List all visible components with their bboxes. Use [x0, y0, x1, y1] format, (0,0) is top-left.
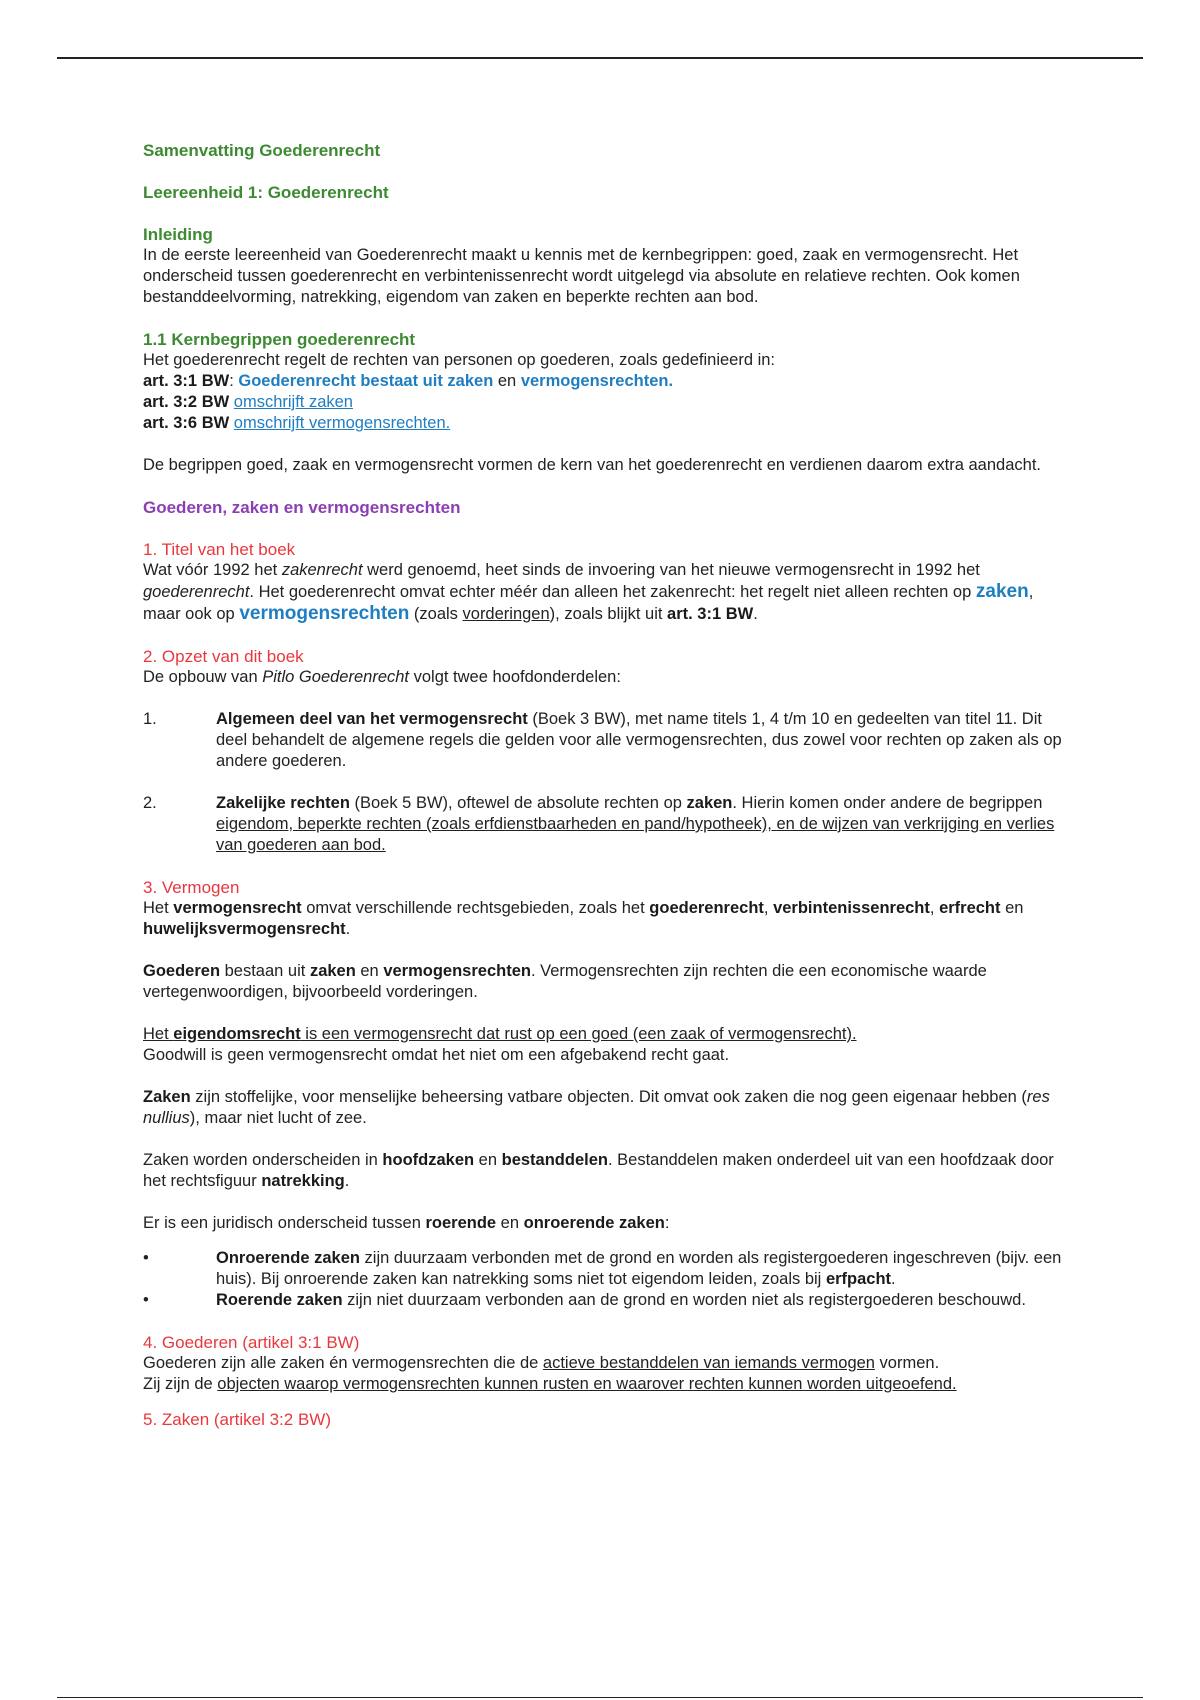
vermogen-p3: Het eigendomsrecht is een vermogensrecht dat rust op een goed (een zaak of vermogensrecht).	[143, 1025, 857, 1043]
titel-text: Wat vóór 1992 het zakenrecht werd genoemd, heet sinds de invoering van het nieuwe vermogensrecht in 1992 het goederenrecht. Het goederenrecht omvat echter méér dan alleen het zakenrecht: het regelt niet alleen rechten op zaken, maar ook op vermogensrechten (zoals vorderingen), zoals blijkt uit art. 3:1 BW.	[143, 561, 1034, 624]
opzet-heading: 2. Opzet van dit boek	[143, 647, 304, 666]
list-item: • Roerende zaken zijn niet duurzaam verbonden aan de grond en worden niet als registergoederen beschouwd.	[143, 1291, 1026, 1309]
vermogen-p4: Zaken zijn stoffelijke, voor menselijke beheersing vatbare objecten. Dit omvat ook zaken die nog geen eigenaar hebben (res nullius), maar niet lucht of zee.	[143, 1088, 1050, 1127]
zaken-term: zaken	[975, 581, 1029, 602]
bullet-icon: •	[143, 1291, 149, 1309]
document-page	[143, 140, 1063, 1430]
vermogen-p2: Goederen bestaan uit zaken en vermogensrechten. Vermogensrechten zijn rechten die een economische waarde vertegenwoordigen, bijvoorbeeld vorderingen.	[143, 962, 987, 1001]
intro-heading: Inleiding	[143, 225, 213, 244]
bullet-icon: •	[143, 1249, 149, 1267]
vermogen-p1: Het vermogensrecht omvat verschillende rechtsgebieden, zoals het goederenrecht, verbintenissenrecht, erfrecht en huwelijksvermogensrecht.	[143, 899, 1024, 938]
section-1-1-closing: De begrippen goed, zaak en vermogensrecht vormen de kern van het goederenrecht en verdienen daarom extra aandacht.	[143, 456, 1041, 474]
art-3-2-label: art. 3:2 BW	[143, 393, 230, 411]
art-3-1-line: art. 3:1 BW: Goederenrecht bestaat uit zaken en vermogensrechten.	[143, 372, 674, 390]
unit-title: Leereenheid 1: Goederenrecht	[143, 183, 389, 202]
header-rule	[57, 57, 1143, 59]
art-3-6-label: art. 3:6 BW	[143, 414, 230, 432]
list-item: 2. Zakelijke rechten (Boek 5 BW), oftewel de absolute rechten op zaken. Hierin komen onder andere de begrippen eigendom, beperkte rechten (zoals erfdienstbaarheden en pand/hypotheek), en de wijzen van verkrijging en verlies van goederen aan bod.	[143, 794, 1055, 854]
section-1-1-heading: 1.1 Kernbegrippen goederenrecht	[143, 330, 416, 349]
art-3-1-label: art. 3:1 BW	[143, 372, 230, 390]
vermogensrechten-term: vermogensrechten	[239, 603, 410, 624]
goederen-4-heading: 4. Goederen (artikel 3:1 BW)	[143, 1333, 360, 1352]
opzet-lead: De opbouw van Pitlo Goederenrecht volgt twee hoofdonderdelen:	[143, 668, 621, 686]
art-3-2-link[interactable]: omschrijft zaken	[233, 393, 353, 411]
vermogen-heading: 3. Vermogen	[143, 878, 240, 897]
zaken-5-heading: 5. Zaken (artikel 3:2 BW)	[143, 1410, 332, 1429]
goederen-heading: Goederen, zaken en vermogensrechten	[143, 498, 461, 517]
titel-heading: 1. Titel van het boek	[143, 540, 296, 559]
list-item: 1. Algemeen deel van het vermogensrecht (Boek 3 BW), met name titels 1, 4 t/m 10 en gedeelten van titel 11. Dit deel behandelt de algemene regels die gelden voor alle vermogensrechten, dus zowel voor rechten op zaken als op andere goederen.	[143, 710, 1062, 770]
vermogen-p6: Er is een juridisch onderscheid tussen roerende en onroerende zaken:	[143, 1214, 670, 1232]
intro-text: In de eerste leereenheid van Goederenrecht maakt u kennis met de kernbegrippen: goed, zaak en vermogensrecht. Het onderscheid tussen goederenrecht en verbintenissenrecht wordt uitgelegd via absolute en relatieve rechten. Ook komen bestanddeelvorming, natrekking, eigendom van zaken en beperkte rechten aan bod.	[143, 246, 1020, 306]
art-3-1-text: Goederenrecht bestaat uit zaken	[238, 372, 494, 390]
art-3-6-link[interactable]: omschrijft vermogensrechten.	[233, 414, 451, 432]
section-1-1-lead: Het goederenrecht regelt de rechten van personen op goederen, zoals gedefinieerd in:	[143, 351, 776, 369]
list-item: • Onroerende zaken zijn duurzaam verbonden met de grond en worden als registergoederen ingeschreven (bijv. een huis). Bij onroerende zaken kan natrekking soms niet tot eigendom leiden, zoals bij erfpacht.	[143, 1249, 1062, 1288]
footer-rule	[57, 1697, 1143, 1698]
vermogen-p5: Zaken worden onderscheiden in hoofdzaken en bestanddelen. Bestanddelen maken onderdeel uit van een hoofdzaak door het rechtsfiguur natrekking.	[143, 1151, 1054, 1190]
goederen-4-line-2: Zij zijn de objecten waarop vermogensrechten kunnen rusten en waarover rechten kunnen worden uitgeoefend.	[143, 1375, 957, 1393]
art-3-1-text-2: vermogensrechten.	[520, 372, 674, 390]
document-title: Samenvatting Goederenrecht	[143, 141, 381, 160]
vermogen-p3b: Goodwill is geen vermogensrecht omdat het niet om een afgebakend recht gaat.	[143, 1046, 730, 1064]
goederen-4-line-1: Goederen zijn alle zaken én vermogensrechten die de actieve bestanddelen van iemands vermogen vormen.	[143, 1354, 940, 1372]
art-3-6-line	[143, 413, 1063, 434]
art-3-2-line	[143, 392, 1063, 413]
